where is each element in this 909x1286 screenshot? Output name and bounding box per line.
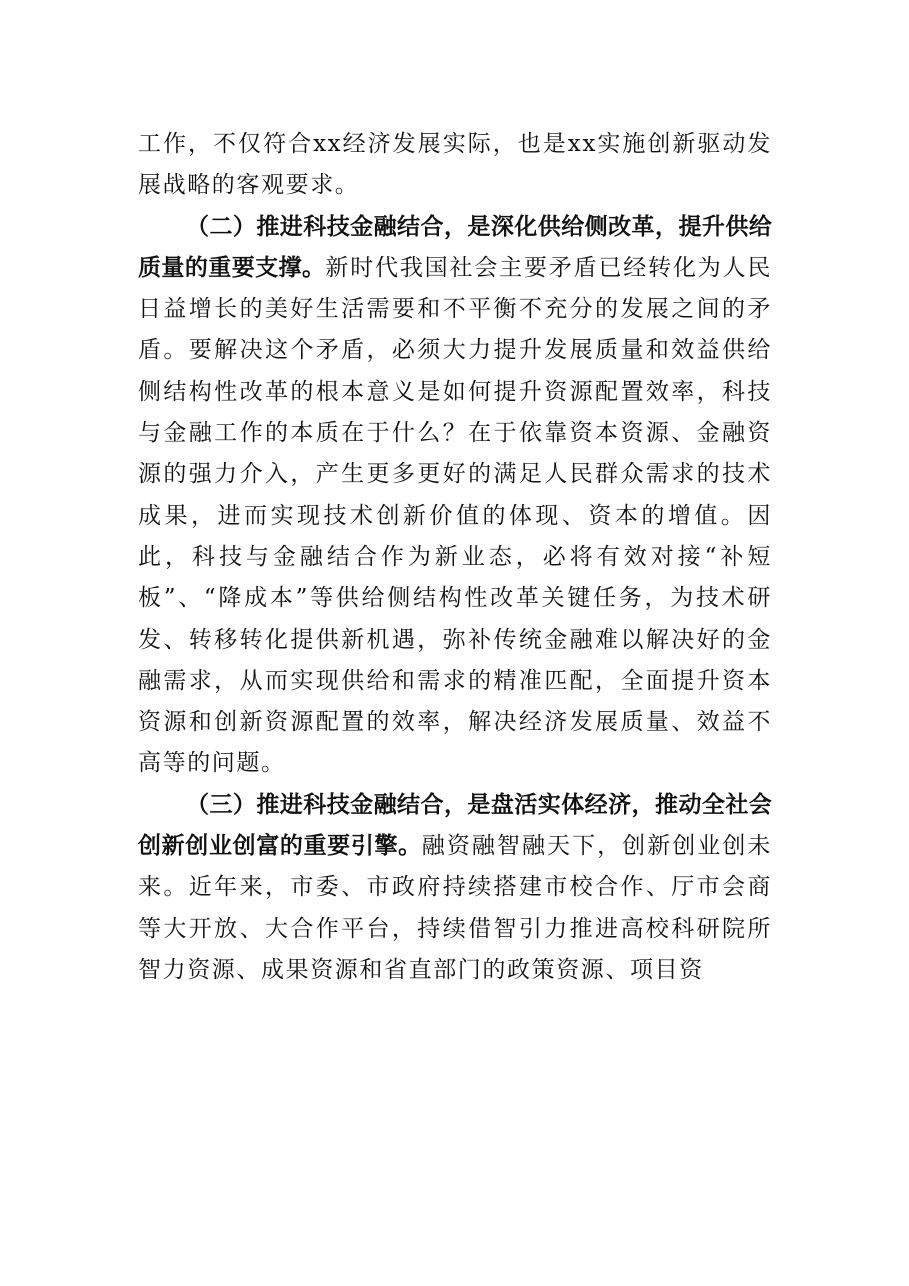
paragraph-section-3 xyxy=(138,785,772,991)
paragraph-1-text: 工作，不仅符合xx经济发展实际，也是xx实施创新驱动发展战略的客观要求。 xyxy=(138,131,772,199)
section-2-heading: （二）推进科技金融结合，是深化供给侧改革，提升供给质量的重要支撑。 xyxy=(138,213,772,281)
paragraph-continuation xyxy=(138,124,772,207)
section-3-heading: （三）推进科技金融结合，是盘活实体经济，推动全社会创新创业创富的重要引擎。 xyxy=(138,791,772,860)
section-3-body: 融资融智融天下，创新创业创未来。近年来，市委、市政府持续搭建市校合作、厅市会商等大开放、大合作平台，持续借智引力推进高校科研院所智力资源、成果资源和省直部门的政策资源、项目资 xyxy=(138,833,772,983)
section-2-body: 新时代我国社会主要矛盾已经转化为人民日益增长的美好生活需要和不平衡不充分的发展之间的矛盾。要解决这个矛盾，必须大力提升发展质量和效益供给侧结构性改革的根本意义是如何提升资源配置效率，科技与金融工作的本质在于什么？在于依靠资本资源、金融资源的强力介入，产生更多更好的满足人民群众需求的技术成果，进而实现技术创新价值的体现、资本的增值。因此，科技与金融结合作为新业态，必将有效对接“补短板”、“降成本”等供给侧结构性改革关键任务，为技术研发、转移转化提供新机遇，弥补传统金融难以解决好的金融需求，从而实现供给和需求的精准匹配，全面提升资本资源和创新资源配置的效率，解决经济发展质量、效益不高等的问题。 xyxy=(138,254,772,777)
document-page xyxy=(138,124,772,991)
paragraph-section-2 xyxy=(138,207,772,785)
